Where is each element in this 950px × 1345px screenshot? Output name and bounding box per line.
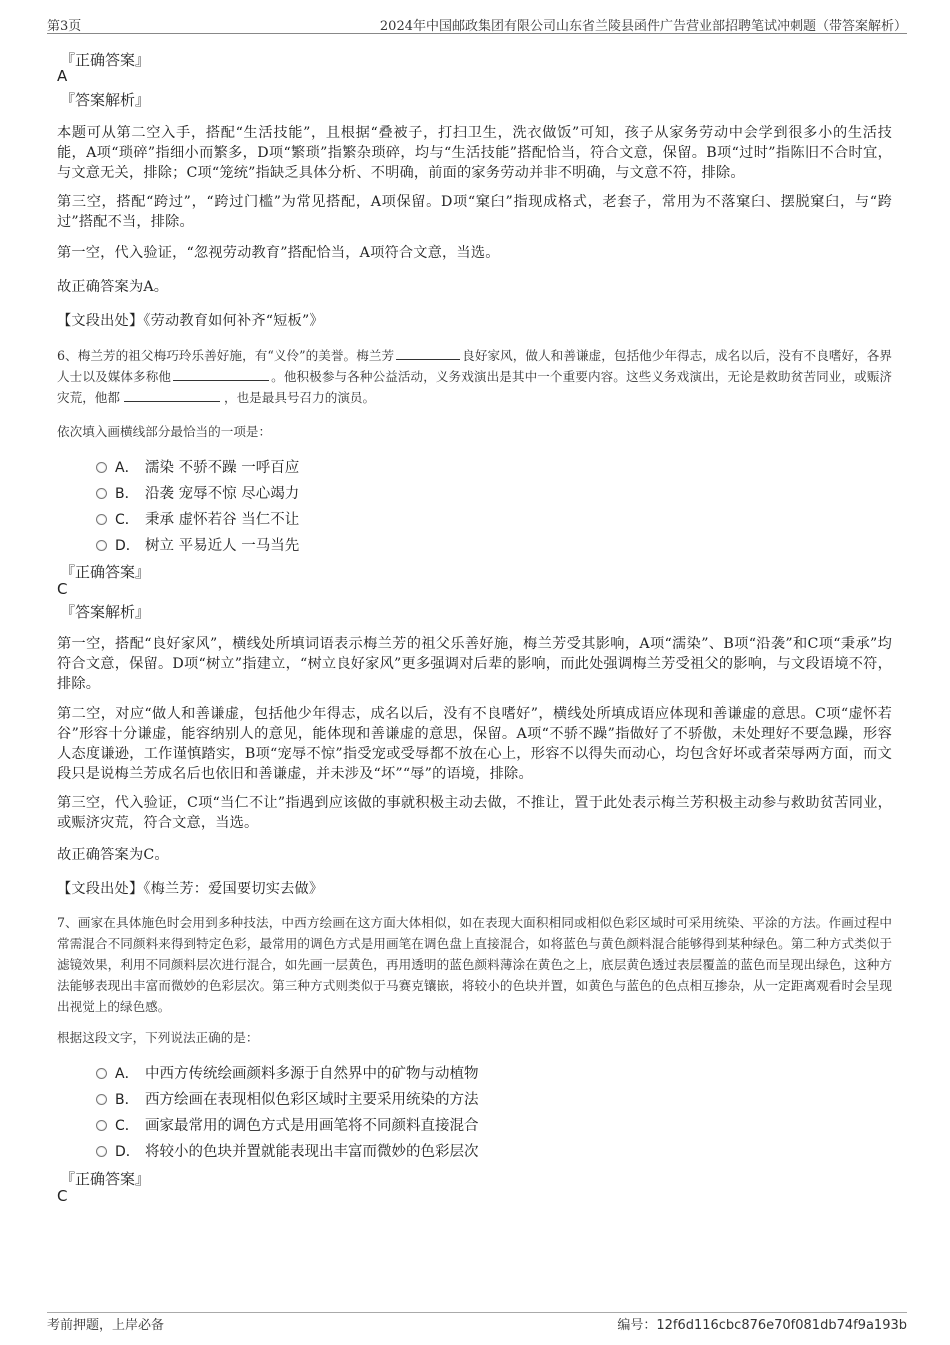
page-number: 第3页 xyxy=(47,19,82,34)
source-citation: 【文段出处】《梅兰芳：爱国要切实去做》 xyxy=(57,881,324,897)
fill-blank xyxy=(173,368,269,381)
analysis-label: 『答案解析』 xyxy=(60,603,151,621)
option-a[interactable] xyxy=(96,456,299,477)
correct-answer: C xyxy=(57,580,68,598)
question-text: 良好家风，做人和善谦虚，包括他少年得志，成名以后，没有不良嗜 xyxy=(462,348,842,363)
analysis-paragraph: 第一空，搭配“良好家风”，横线处所填词语表示梅兰芳的祖父乐善好施，梅兰芳受其影响，A项“濡染”、B项“沿袭”和C项“秉承”均符合文意，保留。D项“树立”指建立，“树立良好家风”更多强调对后辈的影响，而此处强调梅兰芳受祖父的影响，与文段语境不符，排除。 xyxy=(57,636,892,692)
radio-icon[interactable] xyxy=(96,514,107,525)
radio-icon[interactable] xyxy=(96,488,107,499)
radio-icon[interactable] xyxy=(96,540,107,551)
option-key: D． xyxy=(115,538,140,554)
option-text: 树立 平易近人 一马当先 xyxy=(145,538,300,554)
question-text: ，也是最具号召力的演员。 xyxy=(223,390,376,405)
option-key: A． xyxy=(115,1066,139,1082)
analysis-label: 『答案解析』 xyxy=(60,91,151,109)
footer-slogan: 考前押题，上岸必备 xyxy=(47,1318,165,1333)
option-d[interactable] xyxy=(96,534,299,555)
analysis-paragraph: 第三空，搭配“跨过”，“跨过门槛”为常见搭配，A项保留。D项“窠臼”指现成格式，老套子，常用为不落窠臼、摆脱窠臼，与“跨过”搭配不当，排除。 xyxy=(57,194,892,230)
fill-blank xyxy=(396,347,460,360)
question-6-text xyxy=(57,345,892,408)
question-prompt: 依次填入画横线部分最恰当的一项是： xyxy=(57,424,272,439)
answer-label: 『正确答案』 xyxy=(60,51,151,69)
option-key: D． xyxy=(115,1144,140,1160)
question-text: 。他积极参与各种公益活动，义务戏演出是其中一个重要内容。这些义务戏演出，无论是救助贫 xyxy=(271,369,804,384)
analysis-paragraph: 第一空，代入验证，“忽视劳动教育”搭配恰当，A项符合文意，当选。 xyxy=(57,245,500,261)
option-key: C． xyxy=(115,512,139,528)
footer-id-code: 12f6d116cbc876e70f081db74f9a193b xyxy=(656,1318,907,1333)
question-7-text: 7、画家在具体施色时会用到多种技法，中西方绘画在这方面大体相似，如在表现大面积相同或相似色彩区域时可采用统染、平涂的方法。作画过程中常需混合不同颜料来得到特定色彩，最常用的调色方式是用画笔在调色盘上直接混合，如将蓝色与黄色颜料混合能够得到某种绿色。第二种方式类似于滤镜效果，利用不同颜料层次进行混合，如先画一层黄色，再用透明的蓝色颜料薄涂在黄色之上，底层黄色透过表层覆盖的蓝色而呈现出绿色，这种方法能够表现出丰富而微妙的色彩层次。第三种方式则类似于马赛克镶嵌，将较小的色块并置，如黄色与蓝色的色点相互掺杂，从一定距离观看时会呈现出视觉上的绿色感。 xyxy=(57,915,892,1014)
analysis-conclusion: 故正确答案为A。 xyxy=(57,279,169,295)
correct-answer: C xyxy=(57,1187,68,1205)
option-c[interactable] xyxy=(96,1114,479,1135)
option-key: A． xyxy=(115,460,139,476)
analysis-conclusion: 故正确答案为C。 xyxy=(57,847,169,863)
answer-label: 『正确答案』 xyxy=(60,1170,151,1188)
question-text: 好，各界人士以及媒体多称他 xyxy=(57,348,893,384)
option-text: 濡染 不骄不躁 一呼百应 xyxy=(145,460,300,476)
footer-divider xyxy=(47,1312,907,1313)
option-text: 中西方传统绘画颜料多源于自然界中的矿物与动植物 xyxy=(145,1066,479,1082)
option-key: B． xyxy=(115,486,139,502)
radio-icon[interactable] xyxy=(96,1068,107,1079)
analysis-paragraph: 本题可从第二空入手，搭配“生活技能”，且根据“叠被子，打扫卫生，洗衣做饭”可知，孩子从家务劳动中会学到很多小的生活技能，A项“琐碎”指细小而繁多，D项“繁琐”指繁杂琐碎，均与“生活技能”搭配恰当，符合文意，保留。B项“过时”指陈旧不合时宜，与文意无关，排除；C项“笼统”指缺乏具体分析、不明确，前面的家务劳动并非不明确，与文意不符，排除。 xyxy=(57,125,892,181)
source-citation: 【文段出处】《劳动教育如何补齐“短板”》 xyxy=(57,313,324,329)
option-a[interactable] xyxy=(96,1062,479,1083)
analysis-paragraph: 第三空，代入验证，C项“当仁不让”指遇到应该做的事就积极主动去做，不推让，置于此处表示梅兰芳积极主动参与救助贫苦同业，或赈济灾荒，符合文意，当选。 xyxy=(57,795,892,831)
fill-blank xyxy=(124,389,220,402)
option-d[interactable] xyxy=(96,1140,479,1161)
answer-label: 『正确答案』 xyxy=(60,563,151,581)
option-c[interactable] xyxy=(96,508,299,529)
option-key: B． xyxy=(115,1092,139,1108)
option-text: 画家最常用的调色方式是用画笔将不同颜料直接混合 xyxy=(145,1118,479,1134)
footer-id-label: 编号： xyxy=(617,1318,657,1333)
question-text: 苦同业，或赈济灾荒，他都 xyxy=(57,369,893,405)
option-b[interactable] xyxy=(96,1088,479,1109)
radio-icon[interactable] xyxy=(96,1146,107,1157)
radio-icon[interactable] xyxy=(96,1094,107,1105)
radio-icon[interactable] xyxy=(96,462,107,473)
option-text: 西方绘画在表现相似色彩区域时主要采用统染的方法 xyxy=(145,1092,479,1108)
document-title: 2024年中国邮政集团有限公司山东省兰陵县函件广告营业部招聘笔试冲刺题（带答案解析） xyxy=(379,19,907,34)
question-prompt: 根据这段文字，下列说法正确的是： xyxy=(57,1030,259,1045)
correct-answer: A xyxy=(57,67,68,85)
analysis-paragraph: 第二空，对应“做人和善谦虚，包括他少年得志，成名以后，没有不良嗜好”，横线处所填成语应体现和善谦虚的意思。C项“虚怀若谷”形容十分谦虚，能容纳别人的意见，能体现和善谦虚的意思，保留。A项“不骄不躁”指做好了不骄傲，未处理好不要急躁，形容人态度谦逊，工作谨慎踏实，B项“宠辱不惊”指受宠或受辱都不放在心上，形容不以得失而动心，均包含好坏或者荣辱两方面，而文段只是说梅兰芳成名后也依旧和善谦虚，并未涉及“坏”“辱”的语境，排除。 xyxy=(57,706,892,782)
header-divider xyxy=(47,33,907,34)
footer-id xyxy=(617,1314,907,1333)
option-text: 将较小的色块并置就能表现出丰富而微妙的色彩层次 xyxy=(145,1144,479,1160)
question-text: 6、梅兰芳的祖父梅巧玲乐善好施，有“义伶”的美誉。梅兰芳 xyxy=(57,348,395,363)
option-b[interactable] xyxy=(96,482,299,503)
option-text: 秉承 虚怀若谷 当仁不让 xyxy=(145,512,300,528)
radio-icon[interactable] xyxy=(96,1120,107,1131)
option-text: 沿袭 宠辱不惊 尽心竭力 xyxy=(145,486,300,502)
option-key: C． xyxy=(115,1118,139,1134)
